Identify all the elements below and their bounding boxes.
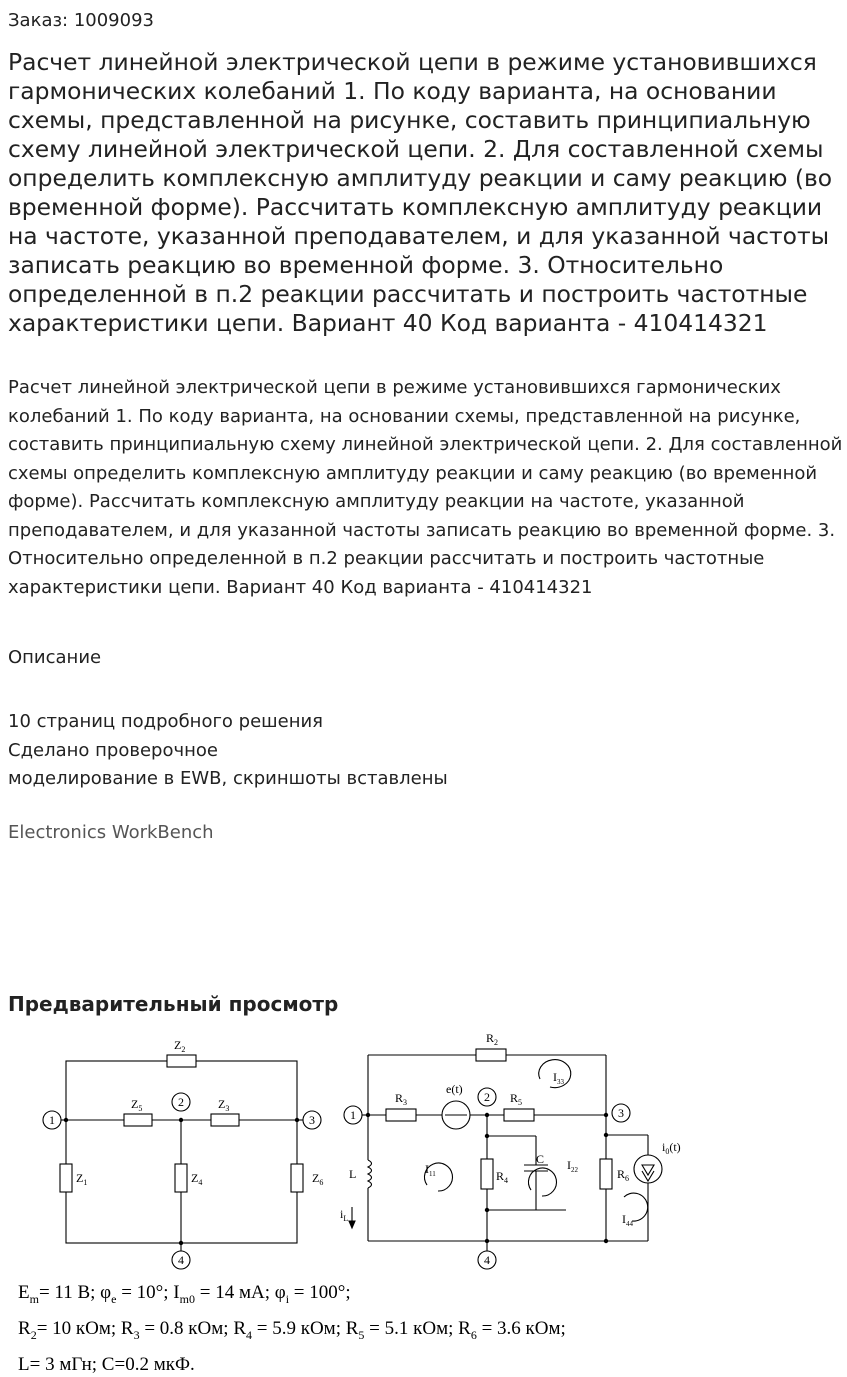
loop-current-label: $I_{11}$ [425,1162,436,1178]
node-label: 2 [484,1090,490,1104]
emf-label: e(t) [446,1082,463,1096]
node-label: 3 [309,1113,315,1127]
impedance-label: $Z_6$ [312,1171,324,1187]
inductor-current-label: $i_L$ [340,1207,349,1223]
component-label: $R_5$ [510,1091,523,1107]
impedance-label: $Z_3$ [218,1097,230,1113]
loop-current-label: $I_{44}$ [622,1212,633,1228]
node-label: 1 [49,1113,55,1127]
node-label: 2 [178,1095,184,1109]
impedance-label: $Z_1$ [76,1171,88,1187]
task-description: Расчет линейной электрической цепи в режиме установившихся гармонических колебаний 1. По коду варианта, на основании схемы, представленной на рисунке, составить принципиальную схему линейной электрической цепи. 2. Для составленной схемы определить комплексную амплитуду реакции и саму реакцию (во временной форме). Рассчитать комплексную амплитуду реакции на частоте, указанной преподавателем, и для указанной частоты записать реакцию во временной форме. 3. Относительно определенной в п.2 реакции рассчитать и построить частотные характеристики цепи. Вариант 40 Код варианта - 410414321 [8,377,843,598]
inductor-label: L [349,1167,357,1181]
order-number: Заказ: 1009093 [8,10,154,31]
description-line: моделирование в EWB, скриншоты вставлены [8,768,448,789]
page-title: Расчет линейной электрической цепи в режиме установившихся гармонических колебаний 1. По коду варианта, на основании схемы, представленной на рисунке, составить принципиальную схему линейной электрической цепи. 2. Для составленной схемы определить комплексную амплитуду реакции и саму реакцию (во временной форме). Рассчитать комплексную амплитуду реакции на частоте, указанной преподавателем, и для указанной частоты записать реакцию во временной форме. 3. Относительно определенной в п.2 реакции рассчитать и построить частотные характеристики цепи. Вариант 40 Код варианта - 410414321 [8,48,833,337]
impedance-label: $Z_4$ [191,1171,203,1187]
circuit-parameters [18,1278,566,1377]
impedance-label: $Z_2$ [174,1038,186,1054]
description-heading: Описание [8,647,102,668]
node-label: 4 [178,1253,184,1267]
node-label: 4 [484,1253,490,1267]
description-lines [8,708,448,794]
loop-current-label: $I_{33}$ [553,1070,564,1086]
impedance-label: $Z_5$ [131,1097,143,1113]
params-line: $R_2= 10$ кОм; $R_3 = 0.8$ кОм; $R_4 = 5.9$ кОм; $R_5 = 5.1$ кОм; $R_6 = 3.6$ кОм; [18,1317,566,1342]
loop-current-label: $I_{22}$ [567,1158,578,1174]
capacitor-label: C [536,1152,545,1166]
current-source-label: $i_0(t)$ [662,1140,681,1156]
node-label: 3 [618,1106,624,1120]
params-line: $E_m= 11$ В; $\varphi_e = 10^\circ$; $I_{m0} = 14$ мА; $\varphi_i = 100^\circ$; [18,1282,351,1306]
params-line: L= 3 мГн; С=0.2 мкФ. [18,1353,195,1375]
node-label: 1 [350,1108,356,1122]
description-line: Сделано проверочное [8,739,218,761]
component-label: $R_2$ [486,1031,499,1047]
component-label: $R_3$ [395,1091,408,1107]
component-label: $R_4$ [496,1169,509,1185]
preview-heading: Предварительный просмотр [8,992,339,1016]
component-label: $R_6$ [617,1167,630,1183]
software-tag: Electronics WorkBench [8,822,214,843]
description-line: 10 страниц подробного решения [8,711,323,732]
